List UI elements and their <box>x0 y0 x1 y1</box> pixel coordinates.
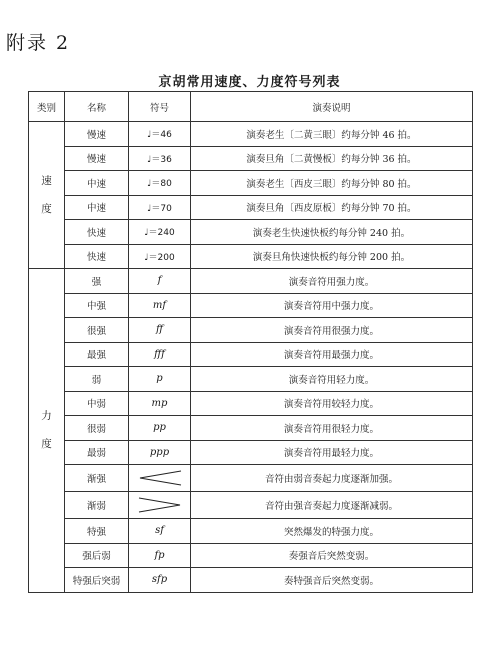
row-name: 渐强 <box>65 465 129 492</box>
table-row <box>29 244 473 269</box>
table-row <box>29 519 473 544</box>
dynamic-mark: p <box>156 373 163 385</box>
row-symbol <box>129 269 191 294</box>
header-symbol: 符号 <box>129 92 191 122</box>
category-dynamics-char: 力 <box>41 410 52 423</box>
table-row <box>29 122 473 147</box>
table-row <box>29 465 473 492</box>
row-symbol <box>129 492 191 519</box>
row-name: 特强 <box>65 519 129 544</box>
dynamic-mark: fp <box>154 549 165 561</box>
row-description: 演奏音符用中强力度。 <box>191 293 473 318</box>
table-row <box>29 543 473 568</box>
dynamic-mark: ff <box>155 324 164 336</box>
row-name: 快速 <box>65 244 129 269</box>
crescendo-hairpin-icon <box>138 469 182 487</box>
row-description: 演奏旦角快速快板约每分钟 200 拍。 <box>191 244 473 269</box>
header-category: 类别 <box>29 92 65 122</box>
header-name: 名称 <box>65 92 129 122</box>
table-row <box>29 391 473 416</box>
row-description: 演奏音符用最强力度。 <box>191 342 473 367</box>
dynamic-mark: f <box>157 275 162 287</box>
category-tempo-char: 速 <box>41 175 52 187</box>
row-name: 很强 <box>65 318 129 343</box>
table-row <box>29 416 473 441</box>
row-description: 演奏音符用强力度。 <box>191 269 473 294</box>
row-name: 中速 <box>65 171 129 196</box>
row-name: 最强 <box>65 342 129 367</box>
table-row <box>29 367 473 392</box>
appendix-label: 附录 2 <box>6 32 71 54</box>
table-row <box>29 318 473 343</box>
table-row <box>29 492 473 519</box>
row-description: 演奏旦角〔西皮原板〕约每分钟 70 拍。 <box>191 195 473 220</box>
category-tempo <box>29 122 65 269</box>
dynamic-mark: pp <box>153 422 166 434</box>
row-name: 渐弱 <box>65 492 129 519</box>
row-symbol: ♩＝200 <box>129 244 191 269</box>
dynamic-mark: mp <box>151 397 168 409</box>
row-symbol <box>129 519 191 544</box>
row-symbol <box>129 318 191 343</box>
row-name: 很弱 <box>65 416 129 441</box>
row-symbol: ♩＝46 <box>129 122 191 147</box>
row-symbol: ♩＝70 <box>129 195 191 220</box>
row-description: 奏强音后突然变弱。 <box>191 543 473 568</box>
table-row <box>29 568 473 593</box>
row-name: 强 <box>65 269 129 294</box>
row-symbol <box>129 416 191 441</box>
table-row <box>29 440 473 465</box>
row-description: 演奏音符用很强力度。 <box>191 318 473 343</box>
row-description: 演奏音符用较轻力度。 <box>191 391 473 416</box>
row-description: 演奏老生快速快板约每分钟 240 拍。 <box>191 220 473 245</box>
row-symbol <box>129 293 191 318</box>
row-description: 突然爆发的特强力度。 <box>191 519 473 544</box>
table-row <box>29 146 473 171</box>
row-description: 音符由弱音奏起力度逐渐加强。 <box>191 465 473 492</box>
row-description: 音符由强音奏起力度逐渐减弱。 <box>191 492 473 519</box>
dynamic-mark: mf <box>152 299 167 311</box>
row-symbol <box>129 391 191 416</box>
row-symbol <box>129 568 191 593</box>
row-name: 快速 <box>65 220 129 245</box>
category-dynamics <box>29 269 65 593</box>
dynamic-mark: sf <box>155 525 164 537</box>
row-description: 奏特强音后突然变弱。 <box>191 568 473 593</box>
table-row <box>29 195 473 220</box>
row-name: 弱 <box>65 367 129 392</box>
row-symbol: ♩＝36 <box>129 146 191 171</box>
row-description: 演奏旦角〔二黄慢板〕约每分钟 36 拍。 <box>191 146 473 171</box>
row-name: 慢速 <box>65 146 129 171</box>
table-row <box>29 342 473 367</box>
row-name: 中弱 <box>65 391 129 416</box>
header-description: 演奏说明 <box>191 92 473 122</box>
row-description: 演奏音符用很轻力度。 <box>191 416 473 441</box>
row-name: 特强后突弱 <box>65 568 129 593</box>
row-description: 演奏音符用最轻力度。 <box>191 440 473 465</box>
row-symbol <box>129 367 191 392</box>
row-name: 慢速 <box>65 122 129 147</box>
table-header-row <box>29 92 473 122</box>
row-description: 演奏音符用轻力度。 <box>191 367 473 392</box>
row-description: 演奏老生〔西皮三眼〕约每分钟 80 拍。 <box>191 171 473 196</box>
row-name: 中速 <box>65 195 129 220</box>
decrescendo-hairpin-icon <box>138 496 182 514</box>
row-symbol <box>129 465 191 492</box>
dynamic-mark: fff <box>154 348 165 360</box>
row-description: 演奏老生〔二黄三眼〕约每分钟 46 拍。 <box>191 122 473 147</box>
row-symbol <box>129 440 191 465</box>
category-tempo-char: 度 <box>41 203 52 215</box>
row-name: 中强 <box>65 293 129 318</box>
table-row <box>29 293 473 318</box>
table-row <box>29 220 473 245</box>
table-row <box>29 269 473 294</box>
row-symbol <box>129 543 191 568</box>
category-dynamics-char: 度 <box>41 438 52 451</box>
row-name: 最弱 <box>65 440 129 465</box>
table-row <box>29 171 473 196</box>
dynamic-mark: ppp <box>149 446 170 458</box>
row-symbol: ♩＝240 <box>129 220 191 245</box>
row-symbol: ♩＝80 <box>129 171 191 196</box>
symbols-table <box>28 91 473 593</box>
row-name: 强后弱 <box>65 543 129 568</box>
dynamic-mark: sfp <box>151 574 168 586</box>
table-title: 京胡常用速度、力度符号列表 <box>158 75 341 90</box>
row-symbol <box>129 342 191 367</box>
